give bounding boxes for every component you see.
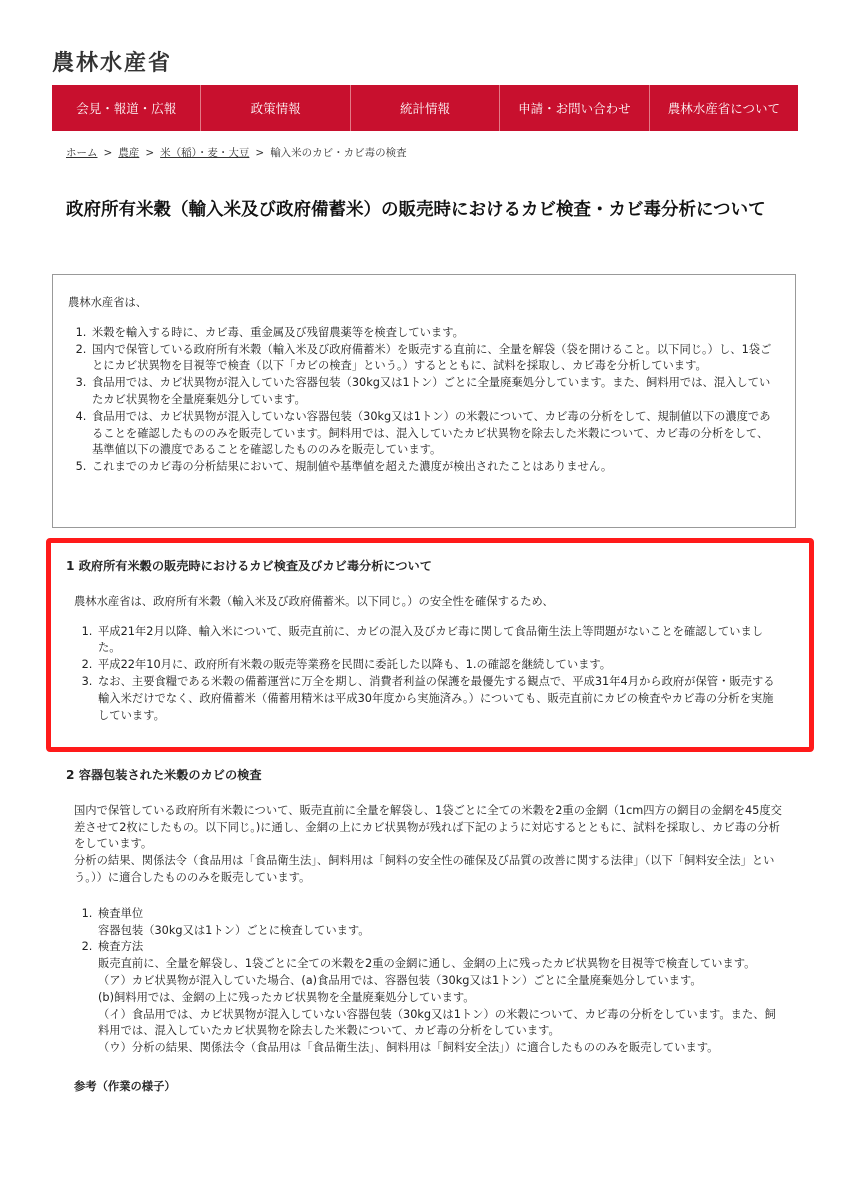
summary-list [68, 325, 779, 476]
item-sub-u: （ウ）分析の結果、関係法令（食品用は「食品衛生法」、飼料用は「飼料安全法」）に適合したもののみを販売しています。 [98, 1041, 719, 1055]
section-2-item-method [96, 939, 782, 1057]
nav-item-about[interactable]: 農林水産省について [649, 85, 798, 131]
section-2-paragraph: 国内で保管している政府所有米穀について、販売直前に全量を解袋し、1袋ごとに全ての米穀を2重の金網（1cm四方の網目の金網を45度交差させて2枚にしたもの。以下同じ。)に通し、金網の上にカビ状異物が残れば下記のように対応するとともに、試料を採取し、カビ毒の分析をしています。 [74, 803, 782, 851]
spacer [66, 887, 782, 906]
section-1-lead: 農林水産省は、政府所有米穀（輸入米及び政府備蓄米。以下同じ。）の安全性を確保するため、 [74, 594, 554, 608]
section-2-paragraph: 分析の結果、関係法令（食品用は「食品衛生法」、飼料用は「飼料の安全性の確保及び品質の改善に関する法律」（以下「飼料安全法」という。））に適合したもののみを販売しています。 [74, 854, 775, 884]
summary-item: 5. これまでのカビ毒の分析結果において、規制値や基準値を超えた濃度が検出されたことはありません。 [90, 459, 779, 476]
summary-item: 2. 国内で保管している政府所有米穀（輸入米及び政府備蓄米）を販売する直前に、全量を解袋（袋を開けること。以下同じ。）し、1袋ごとにカビ状異物を目視等で検査（以下「カビの検査」という。）するとともに、試料を採取し、カビ毒を分析しています。 [90, 342, 779, 376]
section-2-item-unit [96, 906, 782, 940]
item-body: 販売直前に、全量を解袋し、1袋ごとに全ての米穀を2重の金網に通し、金網の上に残ったカビ状異物を目視等で検査しています。 [98, 957, 756, 971]
breadcrumb-current: 輸入米のカビ・カビ毒の検査 [270, 147, 407, 159]
section-1-heading: 1 政府所有米穀の販売時におけるカビ検査及びカビ毒分析について [66, 559, 432, 573]
item-sub-b: (b)飼料用では、金網の上に残ったカビ状異物を全量廃棄処分しています。 [98, 990, 475, 1004]
item-sub-i: （イ）食品用では、カビ状異物が混入していない容器包装（30kg又は1トン）の米穀について、カビ毒の分析をしています。また、飼料用では、混入していたカビ状異物を除去した米穀について、カビ毒の分析をしています。 [98, 1007, 776, 1038]
section-2-heading: 2 容器包装された米穀のカビの検査 [66, 768, 262, 782]
section-1-item: 3. なお、主要食糧である米穀の備蓄運営に万全を期し、消費者利益の保護を最優先する観点で、平成31年4月から政府が保管・販売する輸入米だけでなく、政府備蓄米（備蓄用精米は平成30年度から実施済み。）についても、販売直前にカビの検査やカビ毒の分析を実施しています。 [96, 674, 782, 724]
site-logo[interactable]: 農林水産省 [52, 51, 173, 76]
section-1 [66, 558, 782, 724]
summary-intro: 農林水産省は、 [68, 296, 148, 309]
section-2-list [66, 906, 782, 1057]
nav-item-statistics[interactable]: 統計情報 [350, 85, 499, 131]
item-sub-a: （ア）カビ状異物が混入していた場合、(a)食品用では、容器包装（30kg又は1トン）ごとに全量廃棄処分しています。 [98, 973, 702, 987]
reference-heading: 参考（作業の様子） [74, 1079, 176, 1093]
breadcrumb-agriculture-link[interactable]: 農産 [118, 147, 140, 159]
summary-box [52, 274, 796, 528]
breadcrumb [66, 145, 407, 160]
section-1-list [66, 624, 782, 725]
summary-item: 1. 米穀を輸入する時に、カビ毒、重金属及び残留農薬等を検査しています。 [90, 325, 779, 342]
section-2 [66, 767, 782, 1096]
nav-item-press[interactable]: 会見・報道・広報 [76, 101, 177, 116]
breadcrumb-separator: > [145, 147, 155, 159]
item-title: 2. 検査方法 [98, 940, 144, 954]
nav-item-contact[interactable]: 申請・お問い合わせ [499, 85, 648, 131]
nav-item-policy[interactable]: 政策情報 [200, 85, 349, 131]
summary-item: 4. 食品用では、カビ状異物が混入していない容器包装（30kg又は1トン）の米穀について、カビ毒の分析をして、規制値以下の濃度であることを確認したもののみを販売しています。飼料用では、混入していたカビ状異物を除去した米穀について、カビ毒の分析をして、基準値以下の濃度であることを確認したもののみを販売しています。 [90, 409, 779, 459]
breadcrumb-separator: > [255, 147, 265, 159]
page-title: 政府所有米穀（輸入米及び政府備蓄米）の販売時におけるカビ検査・カビ毒分析について [66, 200, 766, 220]
section-1-item: 2. 平成22年10月に、政府所有米穀の販売等業務を民間に委託した以降も、1.の確認を継続しています。 [96, 657, 782, 674]
summary-item: 3. 食品用では、カビ状異物が混入していた容器包装（30kg又は1トン）ごとに全量廃棄処分しています。また、飼料用では、混入していたカビ状異物を全量廃棄処分しています。 [90, 375, 779, 409]
item-body: 容器包装（30kg又は1トン）ごとに検査しています。 [98, 923, 370, 937]
breadcrumb-home-link[interactable]: ホーム [66, 147, 98, 159]
item-title: 1. 検査単位 [98, 906, 144, 920]
global-nav [52, 85, 798, 131]
breadcrumb-separator: > [103, 147, 113, 159]
breadcrumb-rice-link[interactable]: 米（稲）・麦・大豆 [160, 147, 250, 159]
section-1-item: 1. 平成21年2月以降、輸入米について、販売直前に、カビの混入及びカビ毒に関して食品衛生法上等問題がないことを確認していました。 [96, 624, 782, 658]
